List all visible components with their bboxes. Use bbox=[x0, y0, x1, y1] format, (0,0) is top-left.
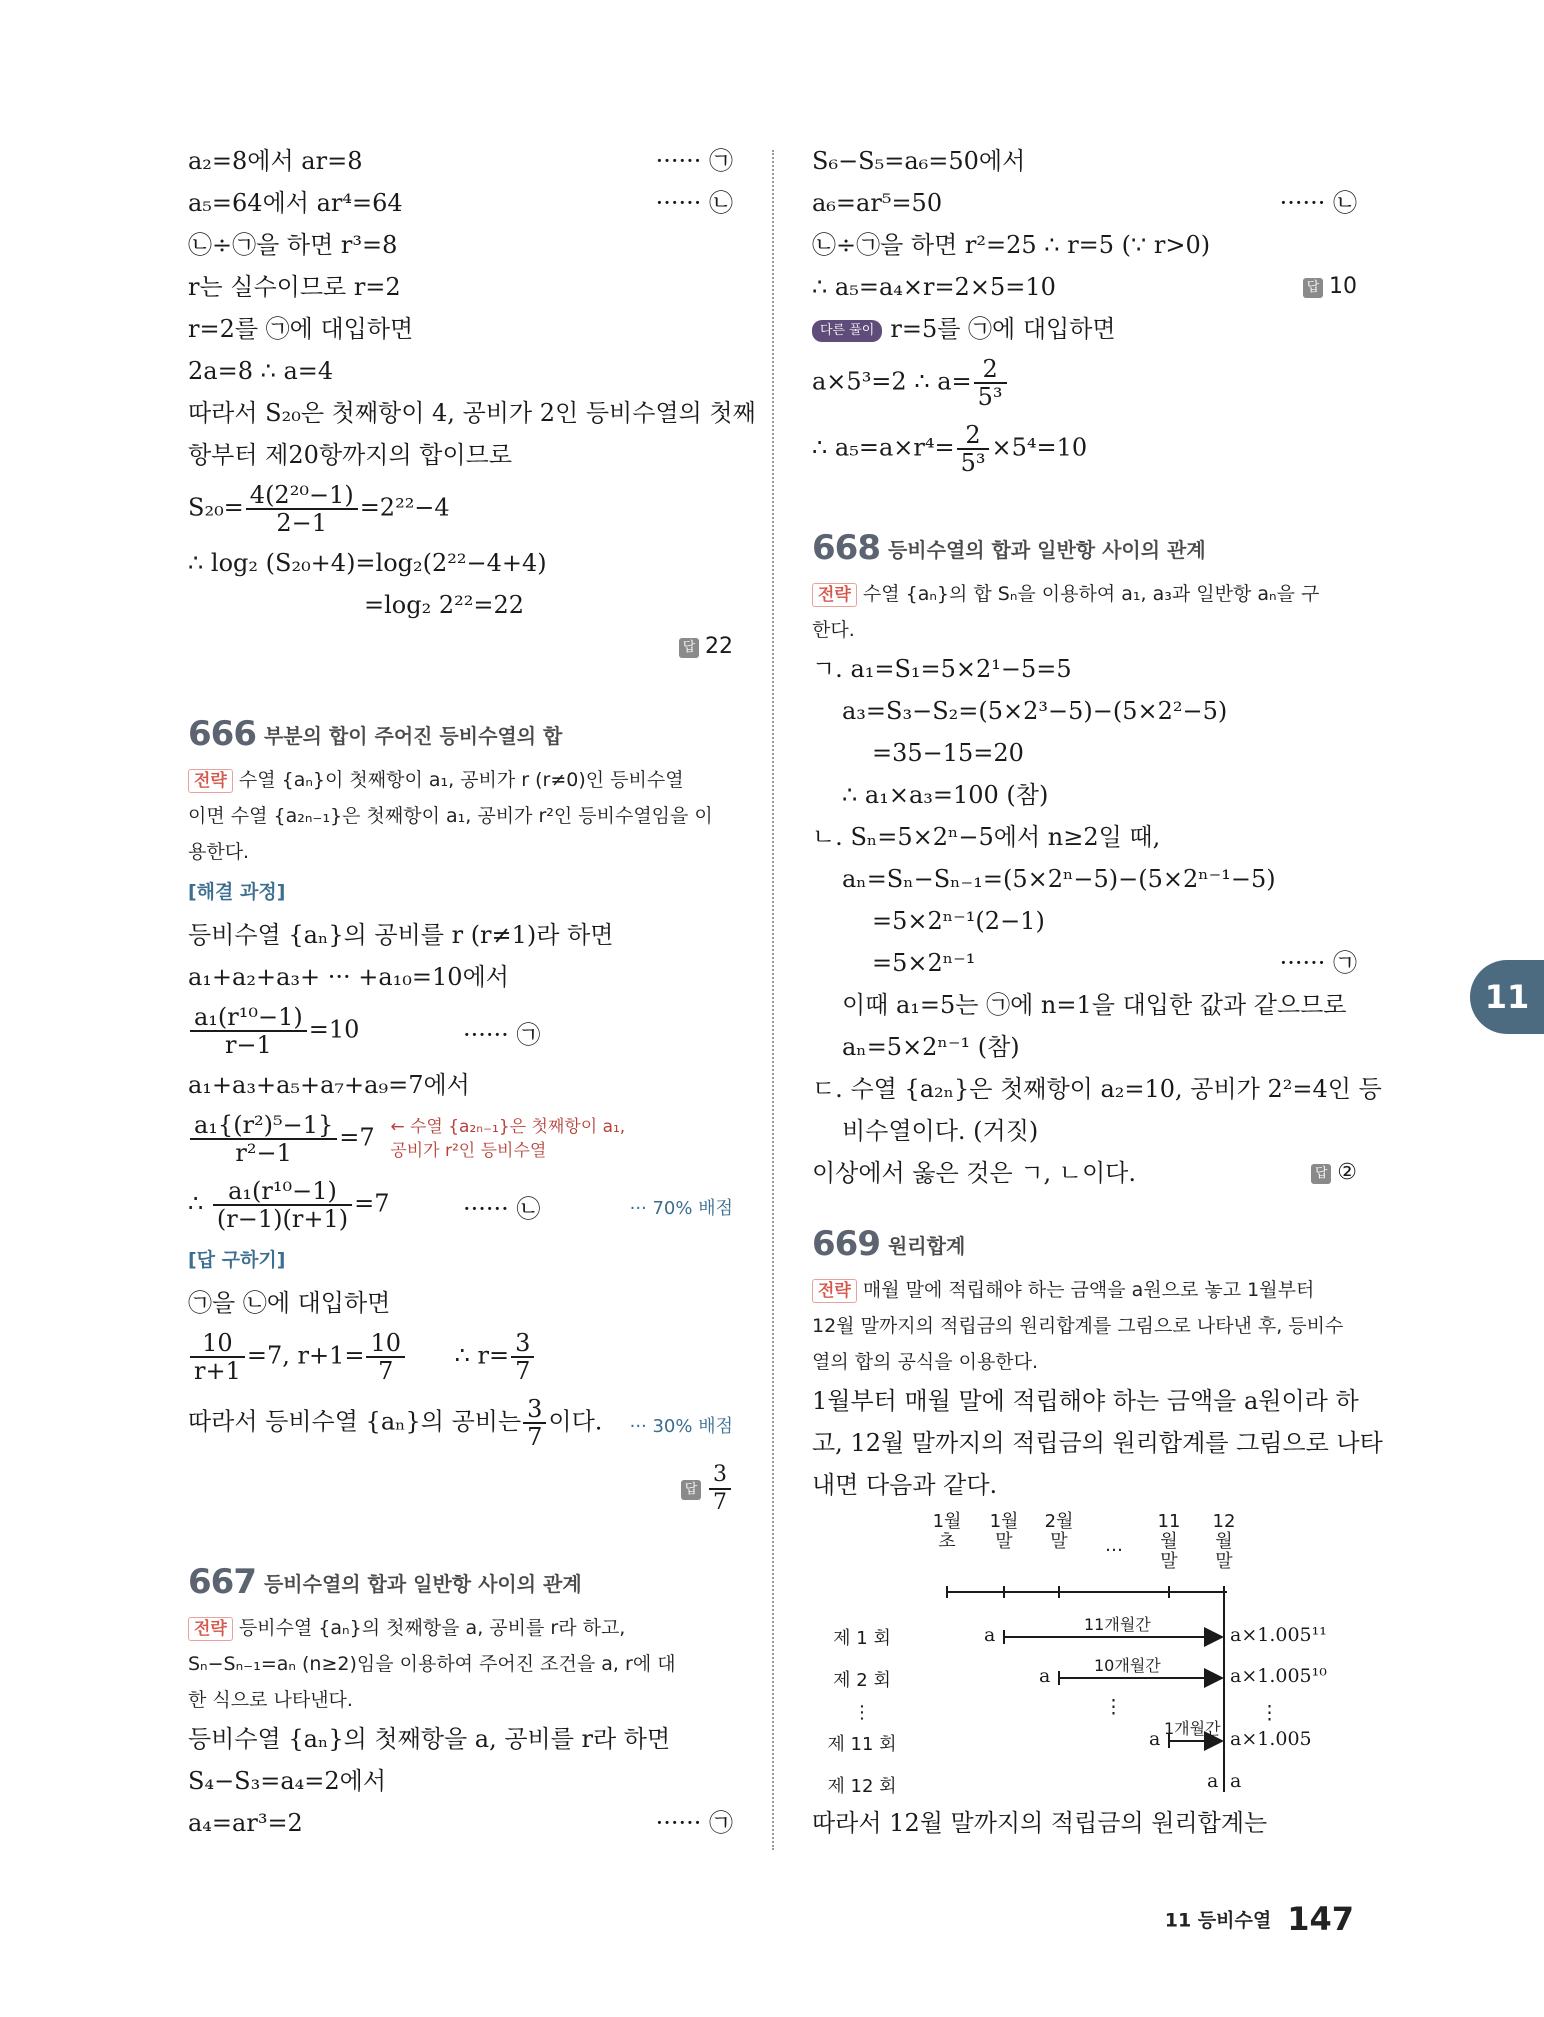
problem-title: 부분의 합이 주어진 등비수열의 합 bbox=[263, 723, 563, 748]
column-divider bbox=[772, 150, 774, 1850]
fraction: $\frac{\text{a₁(r¹⁰−1)}}{r-1}$ bbox=[190, 1004, 307, 1058]
eq-line: a₄=ar³=2 ······ ㉠ bbox=[188, 1809, 733, 1837]
text-line: 따라서 12월 말까지의 적립금의 원리합계는 bbox=[812, 1809, 1268, 1837]
fraction-line: 따라서 등비수열 {aₙ}의 공비는 $\frac{3}{7}$ 이다. ··· 30% 배점 bbox=[188, 1395, 733, 1451]
text-line: 고, 12월 말까지의 적립금의 원리합계를 그림으로 나타 bbox=[812, 1429, 1383, 1457]
strategy-tag: 전략 bbox=[812, 583, 857, 607]
chapter-tab: 11 bbox=[1470, 960, 1544, 1034]
vdots: ⋮ bbox=[1104, 1696, 1123, 1718]
problem-header bbox=[812, 1224, 1357, 1264]
month-label: 12월말 bbox=[1212, 1511, 1236, 1572]
duration-label: 1개월간 bbox=[1164, 1719, 1221, 1738]
eq-line: r=2를 ㉠에 대입하면 bbox=[188, 315, 414, 343]
eq-line: =35−15=20 bbox=[872, 739, 1024, 767]
row-label: ⋮ bbox=[853, 1702, 871, 1723]
problem-title: 등비수열의 합과 일반항 사이의 관계 bbox=[887, 537, 1206, 562]
score-label: ··· 70% 배점 bbox=[629, 1198, 733, 1219]
text-line: 다른 풀이 r=5를 ㉠에 대입하면 bbox=[812, 308, 1357, 350]
fraction: $\frac{\text{4(2²⁰−1)}}{2-1}$ bbox=[246, 482, 358, 536]
eq-line: aₙ=5×2ⁿ⁻¹ (참) bbox=[842, 1033, 1020, 1061]
eq-line: S₄−S₃=a₄=2에서 bbox=[188, 1767, 387, 1795]
problem-number: 668 bbox=[812, 528, 880, 568]
strategy-tag: 전략 bbox=[188, 769, 233, 793]
eq-line: ㉡÷㉠을 하면 r²=25 ∴ r=5 (∵ r>0) bbox=[812, 231, 1211, 259]
month-label: … bbox=[1105, 1535, 1123, 1556]
eq-line: S₆−S₅=a₆=50에서 bbox=[812, 147, 1026, 175]
text-line: 내면 다음과 같다. bbox=[812, 1471, 998, 1499]
problem-title: 원리합계 bbox=[887, 1233, 966, 1258]
strategy: 한다. bbox=[812, 619, 855, 641]
month-label: 11월말 bbox=[1157, 1511, 1181, 1572]
fraction-line: ∴ a₅=a×r⁴= $\frac{2}{\text{5³}}$ ×5⁴=10 bbox=[812, 421, 1088, 477]
text-line: 1월부터 매월 말에 적립해야 하는 금액을 a원이라 하 bbox=[812, 1387, 1359, 1415]
fraction: $\frac{\text{a₁\{(r²)⁵−1\}}}{\text{r²−1}}$ bbox=[190, 1112, 337, 1166]
duration-label: 10개월간 bbox=[1094, 1656, 1161, 1675]
strategy: Sₙ−Sₙ₋₁=aₙ (n≥2)임을 이용하여 주어진 조건을 a, r에 대 bbox=[188, 1653, 676, 1675]
text-line: 등비수열 {aₙ}의 공비를 r (r≠1)라 하면 bbox=[188, 921, 614, 949]
strategy: 전략 수열 {aₙ}의 합 Sₙ을 이용하여 a₁, a₃과 일반항 aₙ을 구 bbox=[812, 576, 1357, 612]
deposit-label: a bbox=[984, 1624, 996, 1646]
row-label: 제 2 회 bbox=[833, 1670, 891, 1691]
text-line: 등비수열 {aₙ}의 첫째항을 a, 공비를 r라 하면 bbox=[188, 1725, 671, 1753]
strategy: 12월 말까지의 적립금의 원리합계를 그림으로 나타낸 후, 등비수 bbox=[812, 1315, 1344, 1337]
eq-line: ㄴ. Sₙ=5×2ⁿ−5에서 n≥2일 때, bbox=[812, 823, 1161, 851]
eq-line: ㉡÷㉠을 하면 r³=8 bbox=[188, 231, 398, 259]
problem-title: 등비수열의 합과 일반항 사이의 관계 bbox=[263, 1571, 582, 1596]
text-line: 따라서 S₂₀은 첫째항이 4, 공비가 2인 등비수열의 첫째 bbox=[188, 399, 756, 427]
fraction: $\frac{10}{r+1}$ bbox=[190, 1330, 245, 1384]
fraction: $\frac{3}{7}$ bbox=[523, 1396, 546, 1450]
problem-header bbox=[812, 528, 1357, 568]
eq-line: a₁+a₃+a₅+a₇+a₉=7에서 bbox=[188, 1071, 470, 1099]
strategy: 한 식으로 나타낸다. bbox=[188, 1689, 353, 1711]
problem-number: 666 bbox=[188, 714, 256, 754]
score-label: ··· 30% 배점 bbox=[629, 1416, 733, 1437]
row-label: 제 1 회 bbox=[833, 1628, 891, 1649]
answer: 답 22 bbox=[188, 626, 733, 668]
step-label: [답 구하기] bbox=[188, 1249, 286, 1271]
answer-icon: 답 bbox=[1303, 278, 1323, 298]
problem-header bbox=[188, 714, 733, 754]
strategy: 용한다. bbox=[188, 841, 250, 863]
month-label: 1월말 bbox=[989, 1511, 1019, 1552]
strategy-tag: 전략 bbox=[188, 1617, 233, 1641]
fraction: $\frac{3}{7}$ bbox=[511, 1330, 534, 1384]
eq-line: 2a=8 ∴ a=4 bbox=[188, 357, 334, 385]
month-label: 2월말 bbox=[1044, 1511, 1074, 1552]
alt-solution-tag: 다른 풀이 bbox=[812, 320, 882, 342]
annotation-note: ← 수열 {a₂ₙ₋₁}은 첫째항이 a₁, 공비가 r²인 등비수열 bbox=[390, 1117, 626, 1161]
text-line: ㄷ. 수열 {a₂ₙ}은 첫째항이 a₂=10, 공비가 2²=4인 등 bbox=[812, 1075, 1382, 1103]
right-column bbox=[812, 140, 1383, 1844]
eq-line: =log₂ 2²²=22 bbox=[364, 591, 525, 619]
result-label: a×1.005 bbox=[1230, 1728, 1312, 1750]
eq-line: a₁+a₂+a₃+ ··· +a₁₀=10에서 bbox=[188, 963, 509, 991]
answer-icon: 답 bbox=[679, 638, 699, 658]
text-line: 이때 a₁=5는 ㉠에 n=1을 대입한 값과 같으므로 bbox=[842, 991, 1347, 1019]
problem-number: 667 bbox=[188, 1562, 256, 1602]
eq-line: a₃=S₃−S₂=(5×2³−5)−(5×2²−5) bbox=[842, 697, 1228, 725]
eq-line: a₂=8에서 ar=8 ······ ㉠ bbox=[188, 147, 733, 175]
answer: 답 $\frac{3}{7}$ bbox=[188, 1462, 733, 1516]
duration-label: 11개월간 bbox=[1084, 1615, 1151, 1634]
fraction-line: $\frac{\text{a₁(r¹⁰−1)}}{r-1}$ =10 ······ ㉠ bbox=[188, 998, 733, 1064]
strategy: 전략 등비수열 {aₙ}의 첫째항을 a, 공비를 r라 하고, bbox=[188, 1610, 733, 1646]
answer-icon: 답 bbox=[681, 1480, 701, 1500]
fraction: $\frac{2}{\text{5³}}$ bbox=[974, 356, 1007, 410]
eq-line: r는 실수이므로 r=2 bbox=[188, 273, 401, 301]
answer-icon: 답 bbox=[1311, 1164, 1331, 1184]
left-column bbox=[188, 140, 756, 1844]
eq-line: ∴ a₅=a₄×r=2×5=10 답 10 bbox=[812, 273, 1357, 301]
page-footer bbox=[1165, 1900, 1354, 1938]
row-label: 제 12 회 bbox=[827, 1776, 897, 1797]
fraction: $\frac{2}{\text{5³}}$ bbox=[957, 422, 990, 476]
eq-line: =5×2ⁿ⁻¹ ······ ㉠ bbox=[872, 949, 1357, 977]
problem-header bbox=[188, 1562, 733, 1602]
fraction-line: ∴ $\frac{\text{a₁(r¹⁰−1)}}{(r-1)(r+1)}$ =7 ······ ㉡ ··· 70% 배점 bbox=[188, 1177, 733, 1233]
result-label: a×1.005¹⁰ bbox=[1230, 1665, 1327, 1687]
result-label: a×1.005¹¹ bbox=[1230, 1624, 1327, 1646]
step-label: [해결 과정] bbox=[188, 881, 286, 903]
deposit-label: a bbox=[1039, 1665, 1051, 1687]
eq-line: ∴ log₂ (S₂₀+4)=log₂(2²²−4+4) bbox=[188, 549, 547, 577]
text-line: 항부터 제20항까지의 합이므로 bbox=[188, 441, 513, 469]
fraction-line: a×5³=2 ∴ a= $\frac{2}{\text{5³}}$ bbox=[812, 350, 1357, 416]
strategy: 열의 합의 공식을 이용한다. bbox=[812, 1351, 1039, 1373]
eq-line: ∴ a₁×a₃=100 (참) bbox=[842, 781, 1049, 809]
eq-line: a₆=ar⁵=50 ······ ㉡ bbox=[812, 189, 1357, 217]
text-line: ㉠을 ㉡에 대입하면 bbox=[188, 1289, 391, 1317]
fraction: $\frac{\text{a₁(r¹⁰−1)}}{(r-1)(r+1)}$ bbox=[213, 1178, 352, 1232]
deposit-label: a bbox=[1149, 1728, 1161, 1750]
result-label: ⋮ bbox=[1260, 1702, 1279, 1724]
problem-number: 669 bbox=[812, 1224, 880, 1264]
month-label: 1월초 bbox=[932, 1511, 962, 1552]
text-line: 이상에서 옳은 것은 ㄱ, ㄴ이다. 답 ② bbox=[812, 1159, 1357, 1187]
strategy-tag: 전략 bbox=[812, 1279, 857, 1303]
fraction-line: S₂₀= $\frac{\text{4(2²⁰−1)}}{2-1}$ =2²²−4 bbox=[188, 481, 450, 537]
fraction-line: $\frac{\text{a₁\{(r²)⁵−1\}}}{\text{r²−1}}$ =7 ← 수열 {a₂ₙ₋₁}은 첫째항이 a₁, 공비가 r²인 등비수열 bbox=[188, 1106, 733, 1172]
eq-line: =5×2ⁿ⁻¹(2−1) bbox=[872, 907, 1045, 935]
strategy: 전략 수열 {aₙ}이 첫째항이 a₁, 공비가 r (r≠0)인 등비수열 bbox=[188, 762, 733, 798]
fraction-line: $\frac{10}{r+1}$ =7, r+1= $\frac{10}{7}$ ∴ r= $\frac{3}{7}$ bbox=[188, 1324, 733, 1390]
timeline-lines bbox=[812, 1512, 1357, 1802]
result-label: a bbox=[1230, 1770, 1242, 1792]
eq-line: aₙ=Sₙ−Sₙ₋₁=(5×2ⁿ−5)−(5×2ⁿ⁻¹−5) bbox=[842, 865, 1276, 893]
savings-timeline-diagram bbox=[812, 1512, 1357, 1802]
eq-line: ㄱ. a₁=S₁=5×2¹−5=5 bbox=[812, 655, 1072, 683]
strategy: 전략 매월 말에 적립해야 하는 금액을 a원으로 놓고 1월부터 bbox=[812, 1272, 1357, 1308]
footer-chapter: 11 등비수열 bbox=[1164, 1909, 1272, 1932]
fraction: $\frac{10}{7}$ bbox=[366, 1330, 405, 1384]
page-number: 147 bbox=[1287, 1900, 1354, 1938]
strategy: 이면 수열 {a₂ₙ₋₁}은 첫째항이 a₁, 공비가 r²인 등비수열임을 이 bbox=[188, 805, 713, 827]
deposit-label: a bbox=[1207, 1770, 1219, 1792]
text-line: 비수열이다. (거짓) bbox=[842, 1117, 1039, 1145]
eq-line: a₅=64에서 ar⁴=64 ······ ㉡ bbox=[188, 189, 733, 217]
row-label: 제 11 회 bbox=[827, 1734, 897, 1755]
